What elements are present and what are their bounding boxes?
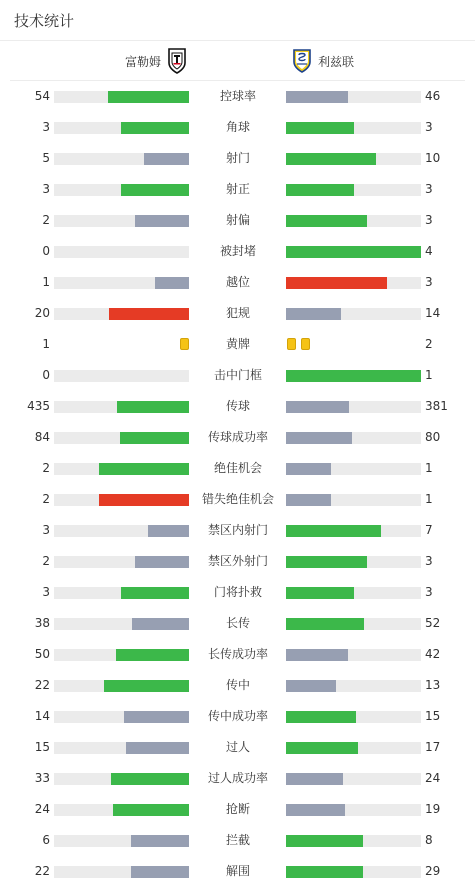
stat-label: 射偏 — [225, 213, 250, 227]
home-bar-track — [54, 866, 189, 878]
stat-label: 传球成功率 — [207, 430, 268, 444]
away-team[interactable] — [292, 48, 354, 74]
stat-label: 控球率 — [219, 89, 256, 103]
away-bar-track — [286, 618, 421, 630]
home-stat-value: 20 — [34, 306, 50, 320]
stat-row — [0, 856, 475, 887]
home-bar-track — [54, 91, 189, 103]
stat-row — [0, 422, 475, 453]
home-team-name: 富勒姆 — [125, 54, 162, 69]
home-bar-fill — [121, 184, 189, 196]
away-bar-fill — [286, 370, 421, 382]
home-bar-fill — [131, 866, 189, 878]
away-bar-track — [286, 556, 421, 568]
home-stat-value: 2 — [42, 492, 50, 506]
home-bar-track — [54, 804, 189, 816]
stat-label: 门将扑救 — [213, 585, 262, 599]
away-stat-value: 2 — [425, 337, 433, 351]
home-stat-value: 3 — [42, 182, 50, 196]
stat-label: 过人 — [225, 740, 250, 754]
stat-label: 角球 — [225, 120, 250, 134]
header-divider — [0, 40, 475, 41]
away-bar-track — [286, 122, 421, 134]
home-bar-fill — [121, 122, 189, 134]
home-bar-track — [54, 494, 189, 506]
home-stat-value: 2 — [42, 554, 50, 568]
home-stat-value: 84 — [34, 430, 50, 444]
home-stat-value: 0 — [42, 244, 50, 258]
home-stat-value: 1 — [42, 337, 50, 351]
stat-row — [0, 732, 475, 763]
home-bar-fill — [132, 618, 189, 630]
home-bar-fill — [111, 773, 189, 785]
home-stat-value: 24 — [34, 802, 50, 816]
away-stat-value: 3 — [425, 585, 433, 599]
away-bar-fill — [286, 215, 367, 227]
home-bar-fill — [155, 277, 189, 289]
home-bar-track — [54, 680, 189, 692]
home-bar-fill — [99, 494, 189, 506]
stat-row — [0, 825, 475, 856]
stat-row — [0, 267, 475, 298]
away-bar-track — [286, 432, 421, 444]
home-bar-fill — [108, 91, 189, 103]
home-bar-fill — [144, 153, 189, 165]
home-stat-value: 435 — [27, 399, 50, 413]
away-bar-track — [286, 866, 421, 878]
stat-row — [0, 670, 475, 701]
away-stat-value: 3 — [425, 275, 433, 289]
away-bar-fill — [286, 277, 387, 289]
away-stat-value: 52 — [425, 616, 441, 630]
stat-row — [0, 453, 475, 484]
stat-label: 传球 — [225, 399, 250, 413]
away-bar-track — [286, 804, 421, 816]
away-bar-track — [286, 525, 421, 537]
home-bar-track — [54, 184, 189, 196]
home-stat-value: 2 — [42, 461, 50, 475]
away-bar-fill — [286, 184, 354, 196]
home-bar-track — [54, 153, 189, 165]
home-bar-fill — [113, 804, 189, 816]
away-stat-value: 7 — [425, 523, 433, 537]
stat-row — [0, 639, 475, 670]
home-bar-track — [54, 525, 189, 537]
away-bar-fill — [286, 308, 341, 320]
stat-label: 黄牌 — [225, 337, 250, 351]
away-bar-track — [286, 742, 421, 754]
stat-label: 抢断 — [225, 802, 250, 816]
away-bar-fill — [286, 494, 331, 506]
home-bar-fill — [99, 463, 189, 475]
home-bar-fill — [124, 711, 189, 723]
home-stat-value: 1 — [42, 275, 50, 289]
stat-label: 传中成功率 — [207, 709, 268, 723]
home-bar-track — [54, 308, 189, 320]
away-stat-value: 24 — [425, 771, 441, 785]
stat-label: 禁区外射门 — [207, 554, 268, 568]
away-stat-value: 3 — [425, 213, 433, 227]
home-stat-value: 15 — [34, 740, 50, 754]
away-bar-track — [286, 835, 421, 847]
away-bar-track — [286, 680, 421, 692]
home-bar-track — [54, 277, 189, 289]
leeds-crest-icon — [292, 48, 312, 74]
stat-label: 过人成功率 — [207, 771, 268, 785]
away-stat-value: 3 — [425, 554, 433, 568]
stat-label: 射门 — [225, 151, 250, 165]
away-stat-value: 29 — [425, 864, 441, 878]
home-stat-value: 0 — [42, 368, 50, 382]
home-bar-track — [54, 835, 189, 847]
home-stat-value: 6 — [42, 833, 50, 847]
stat-row — [0, 546, 475, 577]
home-bar-track — [54, 711, 189, 723]
home-stat-value: 22 — [34, 678, 50, 692]
away-bar-track — [286, 91, 421, 103]
stat-label: 越位 — [225, 275, 250, 289]
away-bar-track — [286, 463, 421, 475]
away-bar-fill — [286, 122, 354, 134]
away-bar-fill — [286, 804, 345, 816]
away-bar-fill — [286, 587, 354, 599]
away-stat-value: 4 — [425, 244, 433, 258]
away-bar-fill — [286, 401, 349, 413]
away-bar-track — [286, 246, 421, 258]
away-stat-value: 15 — [425, 709, 441, 723]
home-bar-fill — [120, 432, 189, 444]
stat-label: 犯规 — [225, 306, 250, 320]
stat-row — [0, 174, 475, 205]
home-stat-value: 5 — [42, 151, 50, 165]
home-stat-value: 50 — [34, 647, 50, 661]
home-bar-track — [54, 215, 189, 227]
stat-row — [0, 763, 475, 794]
away-bar-fill — [286, 525, 381, 537]
home-bar-fill — [126, 742, 189, 754]
away-bar-fill — [286, 153, 376, 165]
home-stat-value: 38 — [34, 616, 50, 630]
stat-label: 长传成功率 — [207, 647, 268, 661]
stat-label: 绝佳机会 — [213, 461, 262, 475]
home-bar-fill — [116, 649, 189, 661]
stat-label: 错失绝佳机会 — [201, 492, 274, 506]
away-bar-fill — [286, 556, 367, 568]
away-bar-track — [286, 494, 421, 506]
away-stat-value: 42 — [425, 647, 441, 661]
stat-row — [0, 329, 475, 360]
stat-row — [0, 577, 475, 608]
away-bar-fill — [286, 91, 348, 103]
away-stat-value: 1 — [425, 461, 433, 475]
stat-row — [0, 236, 475, 267]
away-bar-track — [286, 401, 421, 413]
away-stat-value: 46 — [425, 89, 441, 103]
fulham-crest-icon — [167, 48, 187, 74]
stat-label: 传中 — [225, 678, 250, 692]
home-bar-fill — [131, 835, 189, 847]
away-stat-value: 3 — [425, 182, 433, 196]
page-title: 技术统计 — [14, 12, 75, 30]
away-bar-fill — [286, 463, 331, 475]
home-stat-value: 3 — [42, 523, 50, 537]
stat-label: 被封堵 — [219, 244, 256, 258]
home-bar-track — [54, 246, 189, 258]
home-bar-track — [54, 556, 189, 568]
away-stat-value: 10 — [425, 151, 441, 165]
away-bar-track — [286, 370, 421, 382]
home-stat-value: 14 — [34, 709, 50, 723]
away-bar-track — [286, 308, 421, 320]
away-bar-track — [286, 773, 421, 785]
away-stat-value: 13 — [425, 678, 441, 692]
stat-row — [0, 112, 475, 143]
home-bar-track — [54, 401, 189, 413]
stat-row — [0, 391, 475, 422]
stat-row — [0, 701, 475, 732]
away-bar-track — [286, 153, 421, 165]
home-bar-track — [54, 649, 189, 661]
yellow-card-icon — [301, 338, 310, 350]
away-bar-track — [286, 215, 421, 227]
stat-label: 禁区内射门 — [207, 523, 268, 537]
stat-row — [0, 81, 475, 112]
home-stat-value: 3 — [42, 120, 50, 134]
home-bar-fill — [104, 680, 189, 692]
home-stat-value: 2 — [42, 213, 50, 227]
home-bar-fill — [135, 215, 189, 227]
home-bar-track — [54, 463, 189, 475]
home-stat-value: 3 — [42, 585, 50, 599]
away-stat-value: 8 — [425, 833, 433, 847]
away-bar-track — [286, 711, 421, 723]
home-bar-track — [54, 587, 189, 599]
stat-row — [0, 515, 475, 546]
home-stat-value: 54 — [34, 89, 50, 103]
away-stat-value: 1 — [425, 368, 433, 382]
home-bar-track — [54, 370, 189, 382]
away-bar-track — [286, 184, 421, 196]
away-bar-fill — [286, 680, 336, 692]
stat-label: 射正 — [225, 182, 250, 196]
home-bar-fill — [117, 401, 189, 413]
yellow-card-icon — [287, 338, 296, 350]
away-stat-value: 14 — [425, 306, 441, 320]
stat-row — [0, 484, 475, 515]
stat-label: 解围 — [225, 864, 250, 878]
away-bar-fill — [286, 649, 348, 661]
stat-label: 长传 — [225, 616, 250, 630]
home-bar-track — [54, 742, 189, 754]
away-bar-fill — [286, 618, 364, 630]
stat-label: 击中门框 — [213, 368, 262, 382]
stat-row — [0, 143, 475, 174]
stat-row — [0, 360, 475, 391]
stat-row — [0, 298, 475, 329]
away-stat-value: 1 — [425, 492, 433, 506]
home-bar-track — [54, 122, 189, 134]
away-bar-fill — [286, 866, 363, 878]
yellow-card-icon — [180, 338, 189, 350]
away-bar-track — [286, 587, 421, 599]
away-stat-value: 3 — [425, 120, 433, 134]
away-bar-track — [286, 649, 421, 661]
stat-row — [0, 794, 475, 825]
away-team-name: 利兹联 — [318, 54, 355, 69]
away-stat-value: 17 — [425, 740, 441, 754]
away-bar-fill — [286, 246, 421, 258]
home-stat-value: 22 — [34, 864, 50, 878]
home-bar-fill — [121, 587, 189, 599]
stat-label: 拦截 — [225, 833, 250, 847]
home-stat-value: 33 — [34, 771, 50, 785]
away-bar-fill — [286, 742, 358, 754]
stat-row — [0, 205, 475, 236]
home-bar-track — [54, 773, 189, 785]
away-stat-value: 80 — [425, 430, 441, 444]
home-bar-fill — [148, 525, 189, 537]
away-bar-fill — [286, 711, 356, 723]
away-stat-value: 381 — [425, 399, 448, 413]
away-bar-track — [286, 277, 421, 289]
home-bar-fill — [135, 556, 189, 568]
home-bar-track — [54, 432, 189, 444]
away-bar-fill — [286, 432, 352, 444]
away-bar-fill — [286, 835, 363, 847]
away-bar-fill — [286, 773, 343, 785]
stat-row — [0, 608, 475, 639]
home-bar-track — [54, 618, 189, 630]
away-stat-value: 19 — [425, 802, 441, 816]
home-team[interactable] — [125, 48, 187, 74]
home-bar-fill — [109, 308, 189, 320]
